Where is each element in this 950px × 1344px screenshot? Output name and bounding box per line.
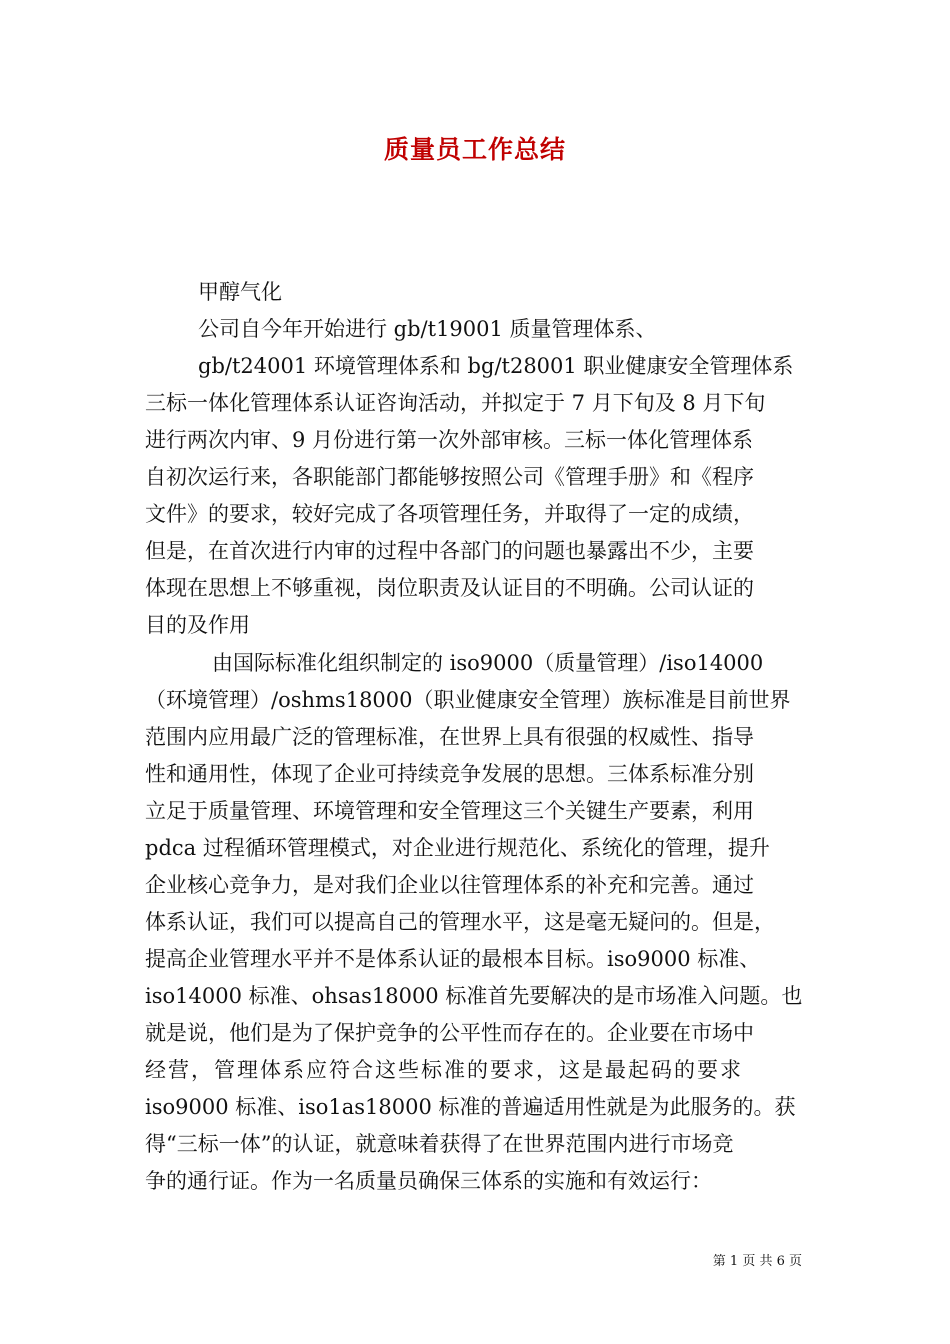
body-line-4: 进行两次内审、9 月份进行第一次外部审核。三标一体化管理体系	[145, 428, 754, 452]
body-line-23: 得“三标一体”的认证，就意味着获得了在世界范围内进行市场竞	[145, 1132, 734, 1156]
body-line-11: （环境管理）/oshms18000（职业健康安全管理）族标准是目前世界	[145, 688, 791, 712]
body-line-5: 自初次运行来，各职能部门都能够按照公司《管理手册》和《程序	[145, 465, 754, 489]
body-line-24: 争的通行证。作为一名质量员确保三体系的实施和有效运行：	[145, 1169, 712, 1193]
body-line-7: 但是，在首次进行内审的过程中各部门的问题也暴露出不少，主要	[145, 539, 754, 563]
document-title: 质量员工作总结	[383, 135, 566, 164]
body-line-16: 企业核心竞争力，是对我们企业以往管理体系的补充和完善。通过	[145, 873, 754, 897]
body-line-2: gb/t24001 环境管理体系和 bg/t28001 职业健康安全管理体系	[198, 354, 794, 378]
body-line-13: 性和通用性，体现了企业可持续竞争发展的思想。三体系标准分别	[145, 762, 754, 786]
body-line-1: 公司自今年开始进行 gb/t19001 质量管理体系、	[198, 317, 657, 341]
body-line-6: 文件》的要求，较好完成了各项管理任务，并取得了一定的成绩，	[145, 502, 754, 526]
body-line-18: 提高企业管理水平并不是体系认证的最根本目标。iso9000 标准、	[145, 947, 761, 971]
body-line-9: 目的及作用	[145, 613, 250, 637]
body-line-10: 由国际标准化组织制定的 iso9000（质量管理）/iso14000	[212, 651, 764, 675]
body-line-21: 经营，管理体系应符合这些标准的要求，这是最起码的要求	[145, 1058, 743, 1082]
body-line-22: iso9000 标准、iso1as18000 标准的普遍适用性就是为此服务的。获	[145, 1095, 796, 1119]
page-footer: 第 1 页 共 6 页	[712, 1254, 802, 1269]
body-line-19: iso14000 标准、ohsas18000 标准首先要解决的是市场准入问题。也	[145, 984, 803, 1008]
body-line-20: 就是说，他们是为了保护竞争的公平性而存在的。企业要在市场中	[145, 1021, 754, 1045]
body-line-12: 范围内应用最广泛的管理标准，在世界上具有很强的权威性、指导	[145, 725, 754, 749]
body-line-15: pdca 过程循环管理模式，对企业进行规范化、系统化的管理，提升	[145, 836, 770, 860]
body-line-8: 体现在思想上不够重视，岗位职责及认证目的不明确。公司认证的	[145, 576, 754, 600]
body-line-17: 体系认证，我们可以提高自己的管理水平，这是毫无疑问的。但是，	[145, 910, 775, 934]
subtitle-line: 甲醇气化	[198, 280, 282, 304]
body-line-14: 立足于质量管理、环境管理和安全管理这三个关键生产要素，利用	[145, 799, 754, 823]
body-line-3: 三标一体化管理体系认证咨询活动，并拟定于 7 月下旬及 8 月下旬	[145, 391, 766, 415]
